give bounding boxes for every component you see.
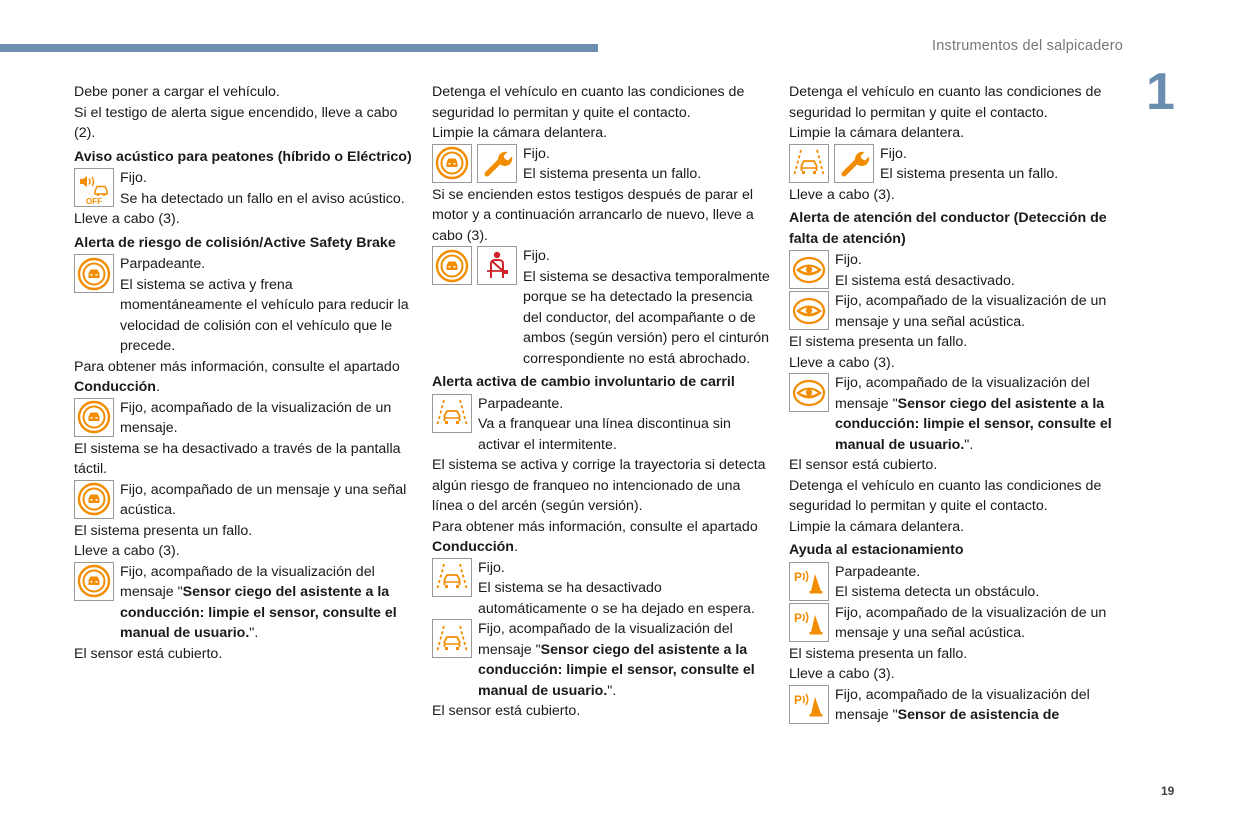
entry-text: Fijo, acompañado de un mensaje y una señal acústica. — [120, 481, 407, 518]
paragraph: Lleve a cabo (3). — [789, 186, 895, 203]
paragraph: Detenga el vehículo en cuanto las condiciones de seguridad lo permitan y quite el contacto. — [789, 84, 1102, 121]
page-number: 19 — [1161, 784, 1175, 798]
paragraph: El sensor está cubierto. — [432, 703, 581, 719]
entry-text: Fijo, acompañado de la visualización de un mensaje y una señal acústica. — [835, 604, 1107, 641]
section-heading: Aviso acústico para peatones (híbrido o Eléctrico) — [74, 148, 412, 165]
entry-text: Fijo, acompañado de la visualización de un mensaje. — [120, 399, 392, 436]
collision-alert-icon — [74, 562, 114, 601]
entry-state: Fijo. — [120, 170, 147, 186]
collision-alert-icon — [74, 254, 114, 293]
parking-sensor-icon — [789, 562, 829, 601]
driver-attention-icon — [789, 291, 829, 330]
paragraph: El sensor está cubierto. — [789, 457, 938, 473]
entry-text: Fijo, acompañado de la visualización de un mensaje y una señal acústica. — [835, 293, 1107, 330]
section-heading: Alerta de riesgo de colisión/Active Safety Brake — [74, 234, 396, 251]
entry-state: Fijo. — [523, 248, 550, 264]
entry-text: Fijo, acompañado de la visualización del mensaje "Sensor ciego del asistente a la conducción: limpie el sensor, consulte el manual de usuario.". — [120, 563, 397, 641]
paragraph: Debe poner a cargar el vehículo. — [74, 84, 280, 100]
paragraph: El sistema se activa y corrige la trayectoria si detecta algún riesgo de franqueo no intencionado de una línea o del arcén (según versión). — [432, 457, 766, 514]
icon-entry — [74, 168, 412, 209]
lane-departure-icon — [432, 394, 472, 433]
chapter-number: 1 — [1146, 63, 1175, 121]
section-heading: Alerta de atención del conductor (Detección de falta de atención) — [789, 210, 1107, 247]
icon-entry — [74, 480, 412, 521]
entry-state: Fijo. — [880, 145, 907, 162]
wrench-icon — [834, 144, 874, 183]
paragraph: Limpie la cámara delantera. — [432, 125, 608, 141]
icon-entry — [789, 603, 1127, 644]
icon-entry — [432, 394, 770, 456]
entry-text: Fijo, acompañado de la visualización del mensaje "Sensor ciego del asistente a la conducción: limpie el sensor, consulte el manual de usuario.". — [835, 375, 1112, 453]
paragraph: Para obtener más información, consulte el apartado Conducción. — [432, 518, 758, 555]
paragraph: El sistema se ha desactivado a través de la pantalla táctil. — [74, 440, 401, 477]
paragraph: Limpie la cámara delantera. — [789, 518, 965, 535]
entry-state: Parpadeante. — [120, 256, 206, 272]
paragraph: Detenga el vehículo en cuanto las condiciones de seguridad lo permitan y quite el contacto. — [789, 477, 1102, 514]
paragraph: El sistema presenta un fallo. — [789, 645, 968, 662]
icon-entry — [789, 373, 1127, 455]
header-accent-bar — [0, 44, 598, 52]
icon-entry — [789, 250, 1127, 291]
paragraph: Para obtener más información, consulte el apartado Conducción. — [74, 358, 400, 395]
lane-departure-icon — [432, 558, 472, 597]
pedestrian-alert-off-icon — [74, 168, 114, 207]
driver-attention-icon — [789, 250, 829, 289]
seatbelt-warning-icon — [477, 246, 517, 285]
section-heading: Alerta activa de cambio involuntario de carril — [432, 374, 735, 390]
paragraph: Si se encienden estos testigos después de parar el motor y a continuación arrancarlo de nuevo, lleve a cabo (3). — [432, 186, 754, 244]
paragraph: Detenga el vehículo en cuanto las condiciones de seguridad lo permitan y quite el contacto. — [432, 84, 745, 121]
entry-text: El sistema se activa y frena momentáneamente el vehículo para reducir la velocidad de colisión con el vehículo que le precede. — [120, 276, 409, 354]
icon-entry — [74, 254, 412, 357]
icon-entry — [432, 558, 770, 620]
entry-state: Fijo. — [523, 145, 550, 162]
icon-entry — [74, 562, 412, 644]
paragraph: El sistema presenta un fallo. — [74, 522, 253, 539]
entry-state: Fijo. — [478, 559, 505, 576]
collision-alert-icon — [432, 246, 472, 285]
paragraph: Limpie la cámara delantera. — [789, 125, 965, 141]
section-heading: Ayuda al estacionamiento — [789, 542, 964, 558]
entry-text: Fijo, acompañado de la visualización del mensaje "Sensor ciego del asistente a la conducción: limpie el sensor, consulte el manual de usuario.". — [478, 621, 755, 699]
icon-entry — [789, 562, 1127, 603]
collision-alert-icon — [74, 398, 114, 437]
entry-state: Parpadeante. — [835, 563, 921, 580]
wrench-icon — [477, 144, 517, 183]
paragraph: Lleve a cabo (3). — [74, 543, 180, 559]
icon-entry — [432, 144, 770, 185]
paragraph: Lleve a cabo (3). — [789, 666, 895, 682]
column-3 — [789, 82, 1127, 726]
icon-entry — [432, 246, 770, 369]
icon-entry — [789, 144, 1127, 185]
entry-text: El sistema se desactiva temporalmente porque se ha detectado la presencia del conductor, del acompañante o de ambos (según versión) pero el cinturón correspondiente no está abrochado. — [523, 268, 770, 367]
entry-text: Va a franquear una línea discontinua sin activar el intermitente. — [478, 416, 731, 453]
parking-sensor-icon — [789, 603, 829, 642]
paragraph: El sistema presenta un fallo. — [789, 334, 968, 350]
icon-entry — [74, 398, 412, 439]
icon-entry — [432, 619, 770, 701]
entry-text: El sistema presenta un fallo. — [880, 166, 1059, 182]
entry-state: Fijo. — [835, 252, 862, 268]
parking-sensor-icon — [789, 685, 829, 724]
entry-text: El sistema se ha desactivado automáticamente o se ha dejado en espera. — [478, 580, 755, 617]
icon-entry — [789, 685, 1127, 726]
collision-alert-icon — [432, 144, 472, 183]
paragraph: Lleve a cabo (3). — [789, 354, 895, 371]
column-1 — [74, 82, 412, 664]
entry-state: Parpadeante. — [478, 395, 564, 412]
entry-text: El sistema presenta un fallo. — [523, 166, 702, 182]
entry-text: Se ha detectado un fallo en el aviso acústico. — [120, 190, 405, 207]
paragraph: Si el testigo de alerta sigue encendido, lleve a cabo (2). — [74, 104, 398, 141]
lane-departure-icon — [789, 144, 829, 183]
icon-entry — [789, 291, 1127, 332]
entry-text: Fijo, acompañado de la visualización del mensaje "Sensor de asistencia de — [835, 686, 1090, 723]
paragraph: El sensor está cubierto. — [74, 645, 223, 662]
driver-attention-icon — [789, 373, 829, 412]
collision-alert-icon — [74, 480, 114, 519]
page-header-title: Instrumentos del salpicadero — [932, 38, 1123, 54]
paragraph: Lleve a cabo (3). — [74, 211, 180, 227]
column-2 — [432, 82, 770, 722]
lane-departure-icon — [432, 619, 472, 658]
entry-text: El sistema está desactivado. — [835, 272, 1015, 289]
entry-text: El sistema detecta un obstáculo. — [835, 584, 1040, 600]
